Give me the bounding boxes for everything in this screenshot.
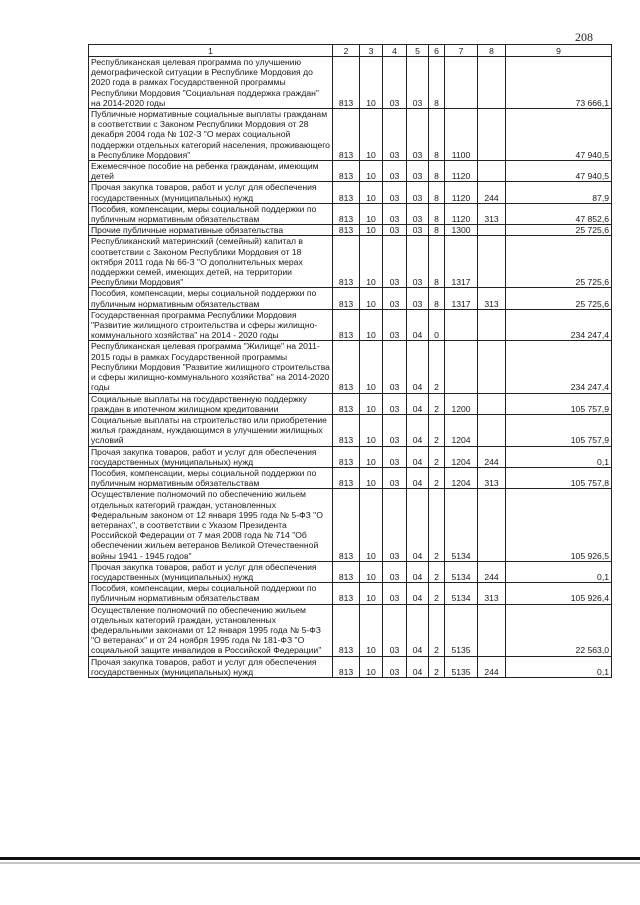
table-row: [89, 182, 612, 203]
table-row: [89, 109, 612, 161]
row-code-4: 03: [383, 236, 407, 288]
row-code-4: 03: [383, 109, 407, 161]
row-code-6: 2: [429, 446, 445, 467]
row-code-7: 1317: [445, 288, 478, 309]
row-code-6: 8: [429, 236, 445, 288]
row-code-4: 03: [383, 309, 407, 341]
row-name: Социальные выплаты на строительство или приобретение жилья гражданам, нуждающимся в улучшении жилищных условий: [89, 414, 333, 446]
row-code-2: 813: [333, 203, 360, 224]
row-code-6: 8: [429, 109, 445, 161]
row-code-8: 313: [478, 467, 506, 488]
row-code-6: 8: [429, 161, 445, 182]
row-amount: 25 725,6: [506, 288, 612, 309]
row-code-5: 04: [407, 583, 429, 604]
table-row: [89, 604, 612, 656]
row-code-3: 10: [360, 288, 383, 309]
row-code-3: 10: [360, 414, 383, 446]
row-code-4: 03: [383, 182, 407, 203]
row-amount: 105 757,8: [506, 467, 612, 488]
table-row: [89, 288, 612, 309]
row-code-4: 03: [383, 203, 407, 224]
row-code-5: 04: [407, 446, 429, 467]
row-name: Прочая закупка товаров, работ и услуг для обеспечения государственных (муниципальных) нужд: [89, 561, 333, 582]
header-col-5: 5: [407, 45, 429, 57]
row-code-8: [478, 225, 506, 236]
row-code-3: 10: [360, 583, 383, 604]
row-code-5: 03: [407, 288, 429, 309]
row-code-7: 1204: [445, 446, 478, 467]
table-row: [89, 236, 612, 288]
row-code-6: 8: [429, 57, 445, 109]
table-row: [89, 583, 612, 604]
row-code-5: 04: [407, 309, 429, 341]
table-row: [89, 341, 612, 393]
row-code-6: 8: [429, 288, 445, 309]
row-code-2: 813: [333, 561, 360, 582]
row-code-6: 2: [429, 561, 445, 582]
row-code-3: 10: [360, 225, 383, 236]
row-name: Государственная программа Республики Мордовия "Развитие жилищного строительства и сферы жилищно-коммунального хозяйства" на 2014 - 2020 годы: [89, 309, 333, 341]
header-col-6: 6: [429, 45, 445, 57]
row-code-8: [478, 489, 506, 561]
row-code-8: 244: [478, 446, 506, 467]
row-amount: 0,1: [506, 561, 612, 582]
row-code-5: 04: [407, 561, 429, 582]
table-row: [89, 203, 612, 224]
row-code-7: 1200: [445, 393, 478, 414]
row-code-6: 2: [429, 467, 445, 488]
row-code-4: 03: [383, 604, 407, 656]
row-code-8: 313: [478, 288, 506, 309]
row-code-2: 813: [333, 604, 360, 656]
row-amount: 234 247,4: [506, 309, 612, 341]
row-code-5: 04: [407, 489, 429, 561]
row-code-3: 10: [360, 109, 383, 161]
row-code-2: 813: [333, 182, 360, 203]
row-code-4: 03: [383, 467, 407, 488]
table-row: [89, 309, 612, 341]
row-amount: 47 940,5: [506, 109, 612, 161]
row-code-3: 10: [360, 182, 383, 203]
row-code-2: 813: [333, 309, 360, 341]
row-code-2: 813: [333, 446, 360, 467]
row-amount: 73 666,1: [506, 57, 612, 109]
row-code-8: [478, 414, 506, 446]
row-amount: 105 757,9: [506, 393, 612, 414]
row-code-6: 2: [429, 489, 445, 561]
row-code-3: 10: [360, 446, 383, 467]
row-code-8: [478, 161, 506, 182]
row-name: Пособия, компенсации, меры социальной поддержки по публичным нормативным обязательствам: [89, 288, 333, 309]
row-code-5: 03: [407, 236, 429, 288]
row-code-8: [478, 393, 506, 414]
row-code-4: 03: [383, 561, 407, 582]
row-code-4: 03: [383, 489, 407, 561]
row-amount: 0,1: [506, 656, 612, 677]
row-code-3: 10: [360, 489, 383, 561]
row-code-8: 244: [478, 182, 506, 203]
row-code-8: [478, 57, 506, 109]
row-code-8: 313: [478, 583, 506, 604]
table-row: [89, 467, 612, 488]
row-code-6: 2: [429, 583, 445, 604]
row-code-2: 813: [333, 341, 360, 393]
page-number: 208: [575, 30, 593, 44]
row-code-5: 03: [407, 225, 429, 236]
row-name: Прочая закупка товаров, работ и услуг для обеспечения государственных (муниципальных) нужд: [89, 446, 333, 467]
row-code-2: 813: [333, 414, 360, 446]
row-code-7: 5134: [445, 583, 478, 604]
header-col-9: 9: [506, 45, 612, 57]
row-code-8: 313: [478, 203, 506, 224]
row-code-7: 1100: [445, 109, 478, 161]
row-code-4: 03: [383, 341, 407, 393]
row-code-5: 04: [407, 414, 429, 446]
row-name: Республиканская целевая программа по улучшению демографической ситуации в Республике Мордовия до 2020 года в рамках Государственной программы Республики Мордовия "Социальная поддержка граждан" на 2014-2020 годы: [89, 57, 333, 109]
header-col-4: 4: [383, 45, 407, 57]
row-code-8: [478, 236, 506, 288]
row-code-5: 04: [407, 341, 429, 393]
row-code-2: 813: [333, 656, 360, 677]
row-code-7: 1120: [445, 182, 478, 203]
row-name: Прочие публичные нормативные обязательства: [89, 225, 333, 236]
row-code-3: 10: [360, 236, 383, 288]
row-name: Прочая закупка товаров, работ и услуг для обеспечения государственных (муниципальных) нужд: [89, 182, 333, 203]
row-name: Осуществление полномочий по обеспечению жильем отдельных категорий граждан, установленных федеральными законами от 12 января 1995 года № 5-ФЗ "О ветеранах" и от 24 ноября 1995 года № 181-ФЗ "О социальной защите инвалидов в Российской Федерации": [89, 604, 333, 656]
row-code-6: 8: [429, 203, 445, 224]
row-code-8: [478, 109, 506, 161]
table-row: [89, 656, 612, 677]
row-code-3: 10: [360, 393, 383, 414]
row-code-3: 10: [360, 561, 383, 582]
row-name: Пособия, компенсации, меры социальной поддержки по публичным нормативным обязательствам: [89, 583, 333, 604]
table-row: [89, 489, 612, 561]
row-code-5: 03: [407, 161, 429, 182]
row-code-8: 244: [478, 656, 506, 677]
header-col-1: 1: [89, 45, 333, 57]
row-amount: 105 757,9: [506, 414, 612, 446]
row-name: Республиканская целевая программа "Жилище" на 2011-2015 годы в рамках Государственной программы Республики Мордовия "Развитие жилищного строительства и сферы жилищно-коммунального хозяйства" на 2014-2020 годы: [89, 341, 333, 393]
table-row: [89, 393, 612, 414]
row-code-2: 813: [333, 467, 360, 488]
row-code-4: 03: [383, 446, 407, 467]
row-name: Пособия, компенсации, меры социальной поддержки по публичным нормативным обязательствам: [89, 467, 333, 488]
row-code-8: [478, 341, 506, 393]
row-code-7: 1120: [445, 161, 478, 182]
row-code-5: 03: [407, 203, 429, 224]
row-code-2: 813: [333, 225, 360, 236]
row-code-7: 1120: [445, 203, 478, 224]
row-amount: 87,9: [506, 182, 612, 203]
row-code-5: 04: [407, 467, 429, 488]
row-code-5: 04: [407, 604, 429, 656]
table-row: [89, 446, 612, 467]
row-code-2: 813: [333, 288, 360, 309]
row-code-3: 10: [360, 604, 383, 656]
row-code-6: 2: [429, 604, 445, 656]
row-code-4: 03: [383, 656, 407, 677]
row-code-4: 03: [383, 161, 407, 182]
bottom-shadow: [0, 862, 640, 864]
row-name: Осуществление полномочий по обеспечению жильем отдельных категорий граждан, установленных Федеральным законом от 12 января 1995 года № 5-ФЗ "О ветеранах", в соответствии с Указом Президента Российской Федерации от 7 мая 2008 года № 714 "Об обеспечении жильем ветеранов Великой Отечественной войны 1941 - 1945 годов": [89, 489, 333, 561]
row-code-6: 2: [429, 656, 445, 677]
row-code-6: 0: [429, 309, 445, 341]
row-code-5: 04: [407, 656, 429, 677]
header-col-8: 8: [478, 45, 506, 57]
table-row: [89, 561, 612, 582]
row-code-2: 813: [333, 393, 360, 414]
row-code-6: 8: [429, 182, 445, 203]
row-amount: 47 940,5: [506, 161, 612, 182]
row-code-4: 03: [383, 225, 407, 236]
row-code-4: 03: [383, 414, 407, 446]
row-name: Прочая закупка товаров, работ и услуг для обеспечения государственных (муниципальных) нужд: [89, 656, 333, 677]
row-code-2: 813: [333, 109, 360, 161]
row-code-7: 1204: [445, 467, 478, 488]
table-row: [89, 161, 612, 182]
row-code-7: [445, 57, 478, 109]
row-name: Ежемесячное пособие на ребенка гражданам, имеющим детей: [89, 161, 333, 182]
row-code-3: 10: [360, 161, 383, 182]
header-col-3: 3: [360, 45, 383, 57]
row-code-5: 03: [407, 182, 429, 203]
budget-table: [88, 44, 612, 678]
row-code-5: 03: [407, 57, 429, 109]
row-code-6: 8: [429, 225, 445, 236]
row-code-3: 10: [360, 57, 383, 109]
row-code-7: 1204: [445, 414, 478, 446]
row-code-6: 2: [429, 414, 445, 446]
row-amount: 0,1: [506, 446, 612, 467]
row-code-8: 244: [478, 561, 506, 582]
row-code-3: 10: [360, 309, 383, 341]
row-code-8: [478, 309, 506, 341]
row-code-7: 5135: [445, 604, 478, 656]
row-code-7: 5135: [445, 656, 478, 677]
row-code-4: 03: [383, 393, 407, 414]
row-code-4: 03: [383, 583, 407, 604]
row-code-7: [445, 309, 478, 341]
row-code-3: 10: [360, 656, 383, 677]
row-amount: 105 926,4: [506, 583, 612, 604]
row-code-6: 2: [429, 393, 445, 414]
row-code-3: 10: [360, 203, 383, 224]
row-code-5: 03: [407, 109, 429, 161]
row-name: Социальные выплаты на государственную поддержку граждан в ипотечном жилищном кредитовании: [89, 393, 333, 414]
row-code-2: 813: [333, 161, 360, 182]
row-code-7: 1300: [445, 225, 478, 236]
row-code-5: 04: [407, 393, 429, 414]
row-code-7: 5134: [445, 489, 478, 561]
row-name: Пособия, компенсации, меры социальной поддержки по публичным нормативным обязательствам: [89, 203, 333, 224]
table-header-row: [89, 45, 612, 57]
row-code-7: [445, 341, 478, 393]
row-amount: 22 563,0: [506, 604, 612, 656]
header-col-2: 2: [333, 45, 360, 57]
table-body: [89, 57, 612, 678]
header-col-7: 7: [445, 45, 478, 57]
row-code-7: 1317: [445, 236, 478, 288]
row-code-4: 03: [383, 288, 407, 309]
row-code-2: 813: [333, 236, 360, 288]
row-code-3: 10: [360, 467, 383, 488]
row-code-2: 813: [333, 57, 360, 109]
row-amount: 234 247,4: [506, 341, 612, 393]
row-amount: 47 852,6: [506, 203, 612, 224]
row-code-6: 2: [429, 341, 445, 393]
row-code-2: 813: [333, 489, 360, 561]
table-row: [89, 57, 612, 109]
table-row: [89, 225, 612, 236]
table-row: [89, 414, 612, 446]
row-code-4: 03: [383, 57, 407, 109]
bottom-divider: [0, 857, 640, 860]
row-amount: 25 725,6: [506, 225, 612, 236]
row-amount: 105 926,5: [506, 489, 612, 561]
row-code-7: 5134: [445, 561, 478, 582]
row-code-2: 813: [333, 583, 360, 604]
row-name: Республиканский материнский (семейный) капитал в соответствии с Законом Республики Мордовия от 18 октября 2011 года № 66-З "О дополнительных мерах поддержки семей, имеющих детей, на территории Республики Мордовия": [89, 236, 333, 288]
row-code-8: [478, 604, 506, 656]
row-amount: 25 725,6: [506, 236, 612, 288]
row-name: Публичные нормативные социальные выплаты гражданам в соответствии с Законом Республики Мордовия от 28 декабря 2004 года № 102-З "О мерах социальной поддержки отдельных категорий населения, проживающего в Республике Мордовия": [89, 109, 333, 161]
row-code-3: 10: [360, 341, 383, 393]
